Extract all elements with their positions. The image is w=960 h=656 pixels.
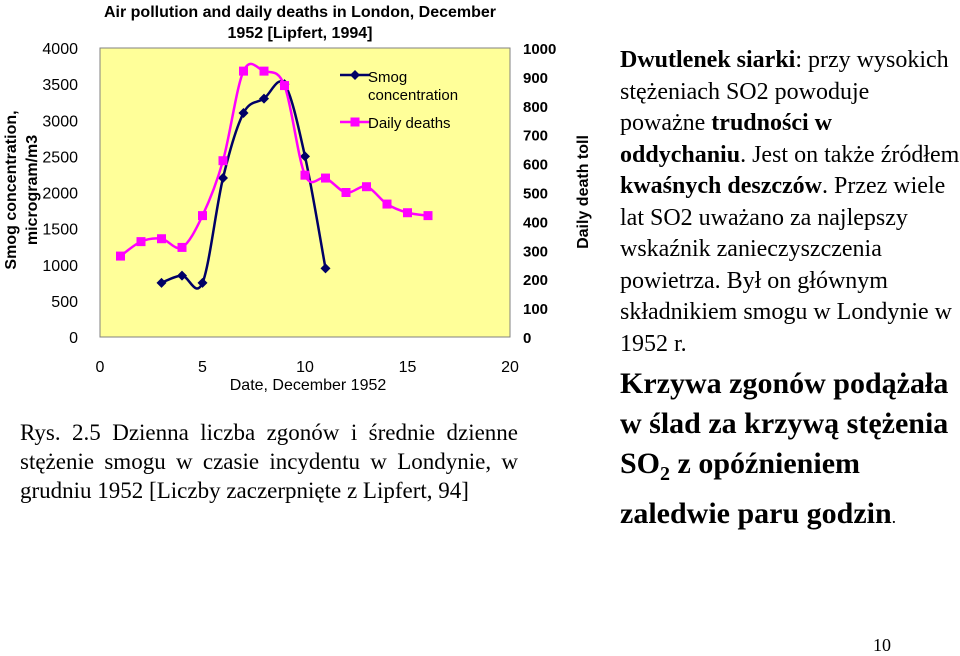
y-right-tick-label: 0 bbox=[523, 330, 532, 347]
x-tick-label: 10 bbox=[296, 359, 314, 376]
y-right-tick-label: 900 bbox=[523, 69, 549, 87]
figure-caption: Rys. 2.5 Dzienna liczba zgonów i średnie dzienne stężenie smogu w czasie incydentu w Londynie, w grudniu 1952 [Liczby zaczerpnięte z Lipfert, 94] bbox=[20, 420, 518, 503]
deaths-point bbox=[157, 234, 166, 243]
deaths-point bbox=[342, 188, 351, 197]
deaths-point bbox=[137, 237, 146, 246]
right-text-panel bbox=[620, 45, 960, 537]
so2-paragraph: Dwutlenek siarki: przy wysokich stężeniach SO2 powoduje poważne trudności w oddychaniu. Jest on także źródłem kwaśnych deszczów. Przez wiele lat SO2 uważano za najlepszy wskaźnik zanieczyszczenia powietrza. Był on głównym składnikiem smogu w Londynie w 1952 r. bbox=[620, 47, 960, 357]
y-right-tick-label: 300 bbox=[523, 243, 549, 261]
x-tick-label: 20 bbox=[501, 359, 519, 376]
deaths-point bbox=[198, 211, 207, 220]
legend-deaths-label: Daily deaths bbox=[368, 115, 451, 132]
death-curve-paragraph: Krzywa zgonów podążała w ślad za krzywą stężenia $SO_2$ z opóźnieniem zaledwie paru godzin. bbox=[620, 367, 949, 530]
deaths-point bbox=[362, 182, 371, 191]
deaths-point bbox=[301, 171, 310, 180]
deaths-point bbox=[116, 252, 125, 261]
deaths-point bbox=[219, 156, 228, 165]
y-left-tick-label: 3000 bbox=[42, 113, 78, 131]
y-left-tick-label: 500 bbox=[51, 293, 78, 311]
x-tick-label: 5 bbox=[198, 359, 207, 376]
legend-deaths-marker bbox=[351, 118, 360, 127]
acid-rain-term: kwaśnych deszczów bbox=[620, 173, 822, 199]
y-right-tick-label: 200 bbox=[523, 272, 549, 290]
deaths-point bbox=[260, 67, 269, 76]
chart bbox=[0, 0, 600, 410]
y-right-tick-label: 500 bbox=[523, 185, 549, 203]
y-right-tick-label: 1000 bbox=[523, 41, 557, 58]
y-left-tick-label: 1500 bbox=[42, 221, 78, 239]
deaths-point bbox=[280, 81, 289, 90]
deaths-point bbox=[424, 211, 433, 220]
chart-title: Air pollution and daily deaths in London, December 1952 [Lipfert, 1994] bbox=[103, 4, 497, 42]
y-left-tick-label: 4000 bbox=[42, 41, 78, 58]
x-tick-label: 0 bbox=[95, 359, 105, 376]
deaths-point bbox=[321, 174, 330, 183]
y-axis-right-label: Daily death toll bbox=[575, 135, 592, 249]
so2-term: Dwutlenek siarki bbox=[620, 47, 796, 73]
y-right-tick-label: 800 bbox=[523, 98, 549, 116]
y-left-tick-label: 2500 bbox=[42, 149, 78, 167]
y-right-tick-label: 100 bbox=[523, 301, 549, 319]
x-axis-label: Date, December 1952 bbox=[229, 377, 387, 394]
deaths-point bbox=[383, 200, 392, 209]
deaths-point bbox=[403, 208, 412, 217]
page-number: 10 bbox=[873, 635, 891, 655]
y-right-tick-label: 700 bbox=[523, 127, 549, 145]
deaths-point bbox=[178, 243, 187, 252]
deaths-point bbox=[239, 67, 248, 76]
breathing-term: trudności w oddychaniu bbox=[620, 110, 832, 168]
y-right-tick-label: 400 bbox=[523, 214, 549, 232]
y-right-tick-label: 600 bbox=[523, 156, 549, 174]
y-left-tick-label: 0 bbox=[69, 330, 78, 347]
y-left-tick-label: 1000 bbox=[42, 257, 78, 275]
y-left-tick-label: 2000 bbox=[42, 185, 78, 203]
x-tick-label: 15 bbox=[398, 359, 417, 376]
y-axis-left-label: Smog concentration, microgram/m3 bbox=[3, 110, 41, 270]
y-left-tick-label: 3500 bbox=[42, 77, 78, 95]
legend-smog-label: Smog concentration bbox=[368, 69, 459, 104]
